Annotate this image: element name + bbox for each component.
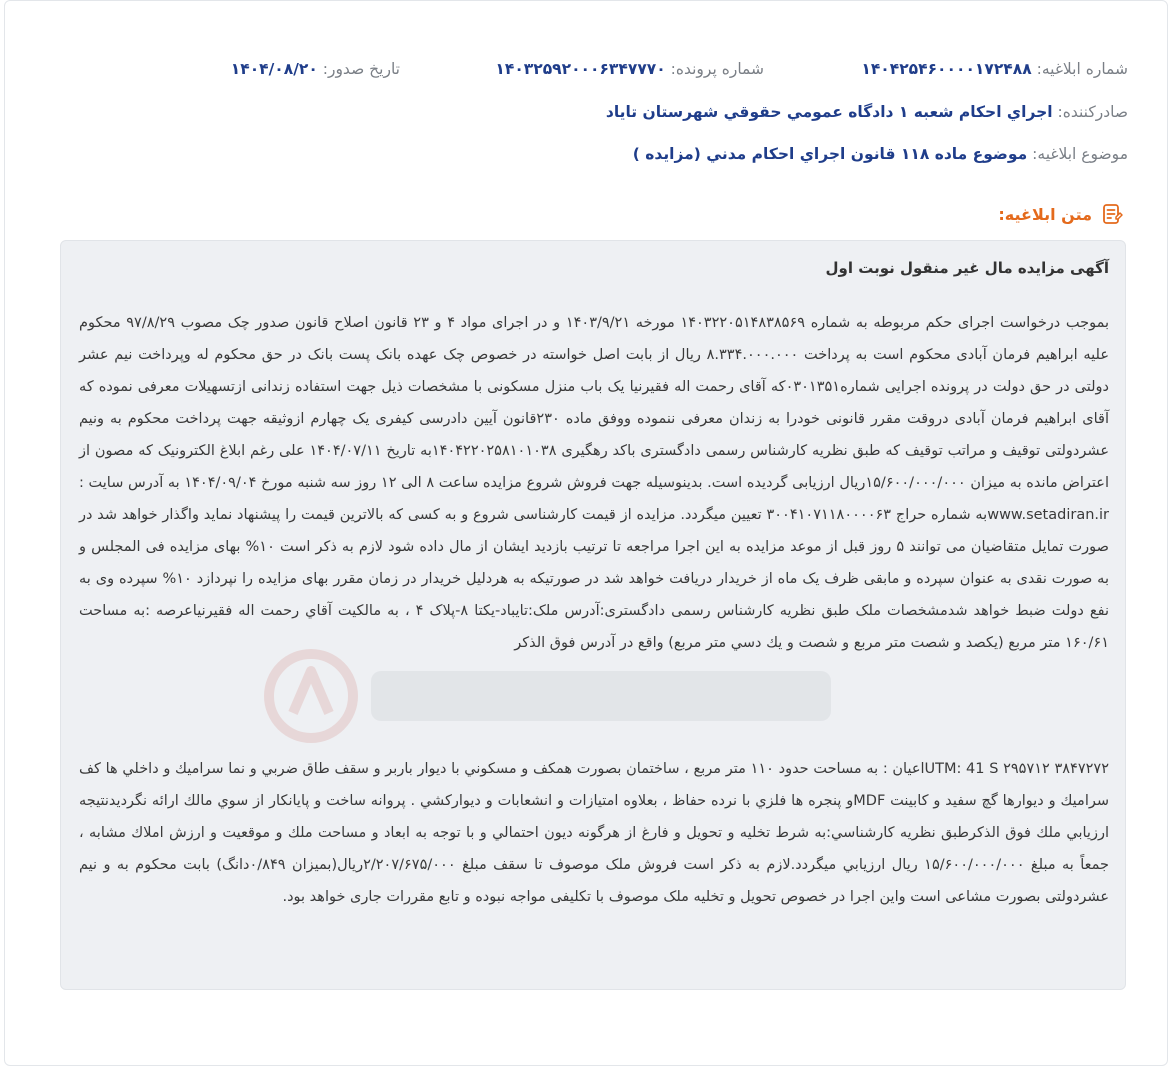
issuer bbox=[606, 99, 1128, 125]
issuer-value: اجراي احكام شعبه ۱ دادگاه عمومي حقوقي شهرستان تاياد bbox=[605, 103, 1053, 121]
meta-row-issuer bbox=[0, 99, 1174, 125]
notice-heading: آگهی مزایده مال غیر منقول نوبت اول bbox=[825, 259, 1109, 277]
notice-number bbox=[861, 56, 1128, 82]
file-number bbox=[495, 56, 764, 82]
subject-label: موضوع ابلاغيه: bbox=[1032, 145, 1128, 163]
issue-date-value: ۱۴۰۴/۰۸/۲۰ bbox=[230, 60, 318, 78]
subject bbox=[633, 141, 1128, 167]
notice-content-box bbox=[60, 240, 1126, 990]
section-title-label: متن ابلاغيه: bbox=[998, 204, 1092, 224]
section-title bbox=[998, 200, 1124, 228]
issue-date bbox=[231, 56, 400, 82]
notice-paragraph-2: UTM: 41 S ۲۹۵۷۱۲ ۳۸۴۷۲۷۲اعيان : به مساحت حدود ۱۱۰ متر مربع ، ساختمان بصورت همكف و مسكوني با ديوار باربر و سقف طاق ضربي و نما سراميك و داخلي ها كف سراميك و ديوارها گچ سفيد و كابينت MDFو پنجره ها فلزي با نرده حفاظ ، بعلاوه امتيازات و انشعابات و ديواركشي . پروانه ساخت و پايانكار از سوي مالك ارائه نگرديدنتيجه ارزيابي ملك فوق الذكرطبق نظريه كارشناسي:به شرط تخليه و تحويل و فارغ از هرگونه ديون احتمالي و با توجه به ابعاد و مساحت ملك و موقعيت و ارزش املاك مشابه ، جمعاً به مبلغ ۱۵/۶۰۰/۰۰۰/۰۰۰ ريال ارزيابي ميگردد.لازم به ذکر است فروش ملک موصوف تا سقف مبلغ ۲/۲۰۷/۶۷۵/۰۰۰ریال(بمیزان ۰/۸۴۹دانگ) بابت محکوم به و نیم عشردولتی بصورت مشاعی است واین اجرا در خصوص تحویل و تخلیه ملک موصوف با تکلیفی مواجه نبوده و تابع مقررات جاری خواهد بود. bbox=[79, 761, 1110, 905]
meta-row-numbers bbox=[0, 56, 1174, 82]
notice-number-label: شماره ابلاغيه: bbox=[1036, 60, 1128, 78]
notice-paragraph-1: بموجب درخواست اجرای حکم مربوطه به شماره ۱۴۰۳۲۲۰۵۱۴۸۳۸۵۶۹ مورخه ۱۴۰۳/۹/۲۱ و در اجرای مواد ۴ و ۲۳ قانون اصلاح قانون صدور چک مصوب ۹۷/۸/۲۹ محکوم علیه ابراهیم فرمان آبادی محکوم است به پرداخت ۸.۳۳۴.۰۰۰.۰۰۰ ریال از بابت اصل خواسته در خصوص چک عهده بانک پست بانک در حق محکوم له وپرداخت نیم عشر دولتی در حق دولت در پرونده اجرایی شماره۰۳۰۱۳۵۱که آقای رحمت اله فقیرنیا یک باب منزل مسکونی با مشخصات ذیل جهت استفاده زندانی ازتسهیلات معرفی نموده که آقای ابراهیم فرمان آبادی دروقت مقرر قانونی خودرا به زندان معرفی ننموده ووفق ماده ۲۳۰قانون آیین دادرسی کیفری یک چهارم ازوثیقه جهت پرداخت محکوم به ونیم عشردولتی توقیف و مراتب توقیف که طبق نظریه کارشناس رسمی دادگستری باکد رهگیری ۱۴۰۴۲۲۰۲۵۸۱۰۱۰۳۸به تاریخ ۱۴۰۴/۰۷/۱۱ علی رغم ابلاغ الکترونیک که مصون از اعتراض مانده به میزان ۱۵/۶۰۰/۰۰۰/۰۰۰ریال ارزیابی گردیده است. بدینوسیله جهت فروش شروع مزایده ساعت ۸ الی ۱۲ روز سه شنبه مورخ ۱۴۰۴/۰۹/۰۴ به آدرس سایت : www.setadiran.irبه شماره حراج ۳۰۰۴۱۰۷۱۱۸۰۰۰۰۶۳ تعیین میگردد. مزایده از قیمت کارشناسی شروع و به کسی که بالاترین قیمت را پیشنهاد نماید واگذار خواهد شد در صورت تمایل متقاضیان می توانند ۵ روز قبل از موعد مزایده به این اجرا مراجعه تا ترتیب بازدید ایشان از مال داده شود لازم به ذکر است ۱۰% بهای مزایده فی المجلس و به صورت نقدی به عنوان سپرده و مابقی ظرف یک ماه از خریدار دریافت خواهد شد در صورتیکه به هردلیل خریدار در زمان مقرر بهای مزایده را نپردازد ۱۰% سپرده وی به نفع دولت ضبط خواهد شدمشخصات ملک طبق نظریه کارشناس رسمی دادگستری:آدرس ملک:تایباد-یکتا ۸-پلاک ۴ ، به مالكيت آقاي رحمت اله فقيرنياعرصه :به مساحت ۱۶۰/۶۱ متر مربع (يكصد و شصت متر مربع و شصت و يك دسي متر مربع) واقع در آدرس فوق الذکر bbox=[79, 315, 1110, 651]
subject-value: موضوع ماده ۱۱۸ قانون اجراي احکام مدني (مزايده ) bbox=[632, 145, 1028, 163]
meta-row-subject bbox=[0, 141, 1174, 167]
file-number-value: ۱۴۰۳۲۵۹۲۰۰۰۶۳۴۷۷۷۰ bbox=[495, 60, 666, 78]
notice-document-icon bbox=[1100, 202, 1124, 226]
issue-date-label: تاريخ صدور: bbox=[322, 60, 400, 78]
file-number-label: شماره پرونده: bbox=[670, 60, 764, 78]
issuer-label: صادرکننده: bbox=[1057, 103, 1128, 121]
notice-number-value: ۱۴۰۴۲۵۴۶۰۰۰۰۱۷۲۴۸۸ bbox=[861, 60, 1032, 78]
